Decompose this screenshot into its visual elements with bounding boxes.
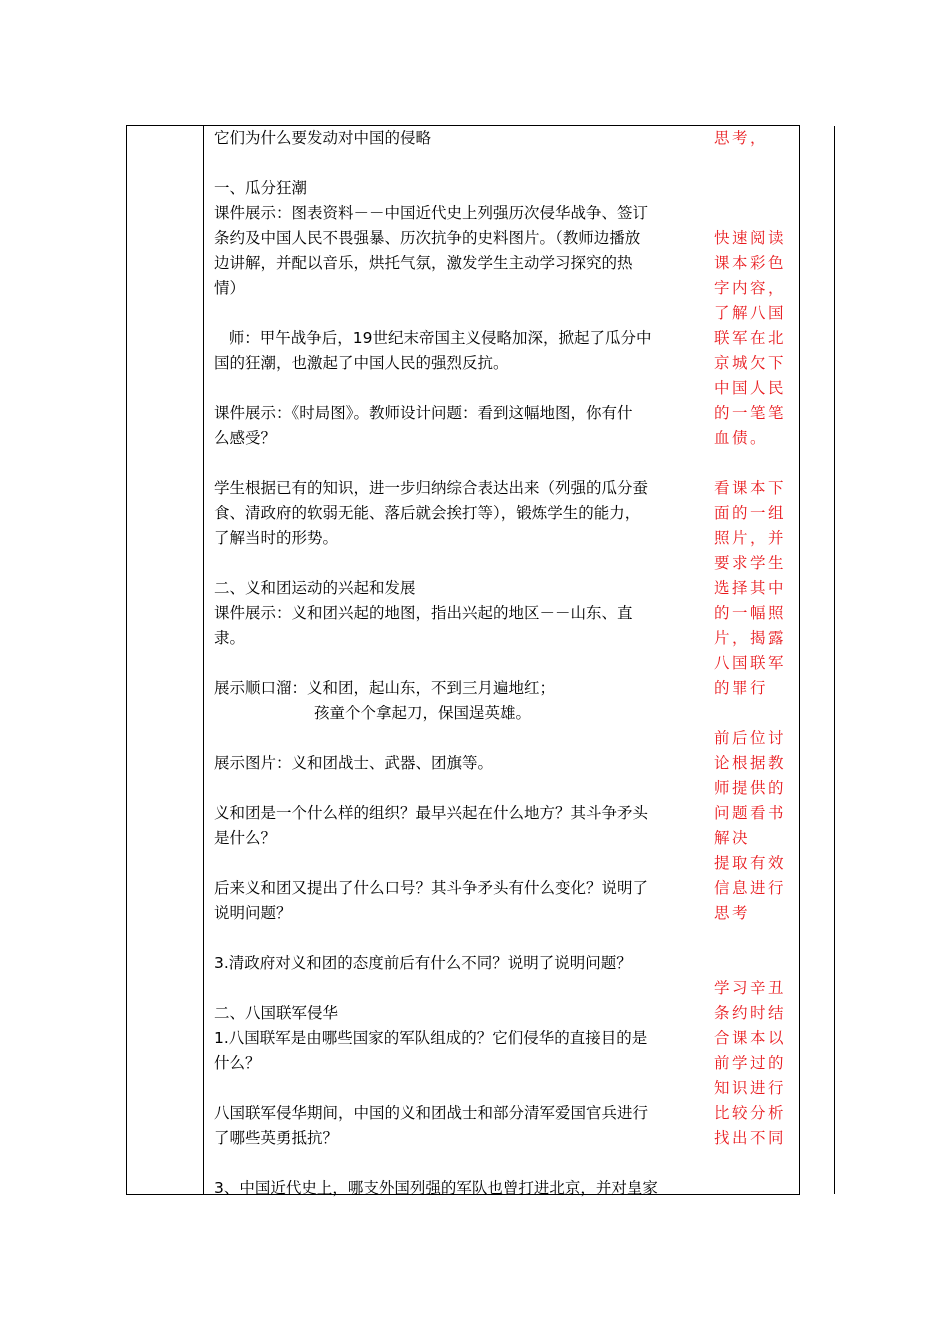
activity-line: 快速阅读 <box>714 229 787 247</box>
lesson-plan-table <box>126 125 800 1195</box>
text-line: 说明问题？ <box>214 904 292 922</box>
activity-line: 提取有效 <box>714 854 787 872</box>
text-line: 是什么？ <box>214 829 277 847</box>
text-line: 展示图片：义和团战士、武器、团旗等。 <box>214 754 494 772</box>
activity-line: 的罪行 <box>714 679 769 697</box>
text-line: 学生根据已有的知识，进一步归纳综合表达出来（列强的瓜分蚕 <box>214 479 649 497</box>
activity-line: 比较分析 <box>714 1104 787 1122</box>
activity-line: 合课本以 <box>714 1029 787 1047</box>
activity-line: 信息进行 <box>714 879 787 897</box>
activity-line: 前后位讨 <box>714 729 787 747</box>
text-line: 食、清政府的软弱无能、落后就会挨打等），锻炼学生的能力， <box>214 504 641 522</box>
text-line: 边讲解，并配以音乐，烘托气氛，激发学生主动学习探究的热 <box>214 254 633 272</box>
text-line: 义和团是一个什么样的组织？最早兴起在什么地方？其斗争矛头 <box>214 804 649 822</box>
activity-line: 解决 <box>714 829 751 847</box>
text-line: 隶。 <box>214 629 246 647</box>
text-line: 孩童个个拿起刀，保国逞英雄。 <box>314 704 532 722</box>
text-line: 情） <box>214 279 246 297</box>
activity-line: 血债。 <box>714 429 769 447</box>
activity-line: 论根据教 <box>714 754 787 772</box>
activity-line: 了解八国 <box>714 304 787 322</box>
activity-line: 联军在北 <box>714 329 787 347</box>
activity-line: 找出不同 <box>714 1129 787 1147</box>
text-line: 了解当时的形势。 <box>214 529 339 547</box>
activity-line: 字内容， <box>714 279 787 297</box>
text-line: 什么？ <box>214 1054 261 1072</box>
activity-line: 照片，并 <box>714 529 787 547</box>
activity-line: 知识进行 <box>714 1079 787 1097</box>
activity-line: 思考 <box>714 904 751 922</box>
activity-line: 思考， <box>714 129 769 147</box>
activity-line: 选择其中 <box>714 579 787 597</box>
text-line: 展示顺口溜：义和团，起山东，不到三月遍地红； <box>214 679 556 697</box>
text-line: 国的狂潮，也激起了中国人民的强烈反抗。 <box>214 354 509 372</box>
table-left-column <box>127 126 204 1194</box>
text-line: 八国联军侵华期间，中国的义和团战士和部分清军爱国官兵进行 <box>214 1104 649 1122</box>
text-line: 师：甲午战争后，19世纪末帝国主义侵略加深，掀起了瓜分中 <box>214 329 652 347</box>
activity-line: 中国人民 <box>714 379 787 397</box>
text-line: 1.八国联军是由哪些国家的军队组成的？它们侵华的直接目的是 <box>214 1029 648 1047</box>
text-line: 课件展示：图表资料－－中国近代史上列强历次侵华战争、签订 <box>214 204 649 222</box>
activity-line: 的一笔笔 <box>714 404 787 422</box>
text-line: 么感受？ <box>214 429 277 447</box>
activity-line: 问题看书 <box>714 804 787 822</box>
activity-line: 学习辛丑 <box>714 979 787 997</box>
text-line: 课件展示：义和团兴起的地图，指出兴起的地区－－山东、直 <box>214 604 633 622</box>
text-line: 了哪些英勇抵抗？ <box>214 1129 339 1147</box>
text-line: 条约及中国人民不畏强暴、历次抗争的史料图片。（教师边播放 <box>214 229 641 247</box>
section-heading: 二、八国联军侵华 <box>214 1004 339 1022</box>
text-line: 课件展示：《时局图》。教师设计问题：看到这幅地图，你有什 <box>214 404 633 422</box>
activity-line: 片，揭露 <box>714 629 787 647</box>
activity-line: 看课本下 <box>714 479 787 497</box>
text-line: 3、中国近代史上，哪支外国列强的军队也曾打进北京，并对皇家 <box>214 1179 658 1197</box>
activity-line: 条约时结 <box>714 1004 787 1022</box>
text-line: 3.清政府对义和团的态度前后有什么不同？说明了说明问题？ <box>214 954 632 972</box>
activity-line: 的一幅照 <box>714 604 787 622</box>
activity-line: 要求学生 <box>714 554 787 572</box>
text-line: 后来义和团又提出了什么口号？其斗争矛头有什么变化？说明了 <box>214 879 649 897</box>
activity-line: 面的一组 <box>714 504 787 522</box>
section-heading: 一、瓜分狂潮 <box>214 179 308 197</box>
activity-line: 京城欠下 <box>714 354 787 372</box>
activity-line: 前学过的 <box>714 1054 787 1072</box>
activity-line: 师提供的 <box>714 779 787 797</box>
activity-line: 课本彩色 <box>714 254 787 272</box>
section-heading: 二、义和团运动的兴起和发展 <box>214 579 416 597</box>
text-line: 它们为什么要发动对中国的侵略 <box>214 129 432 147</box>
activity-line: 八国联军 <box>714 654 787 672</box>
